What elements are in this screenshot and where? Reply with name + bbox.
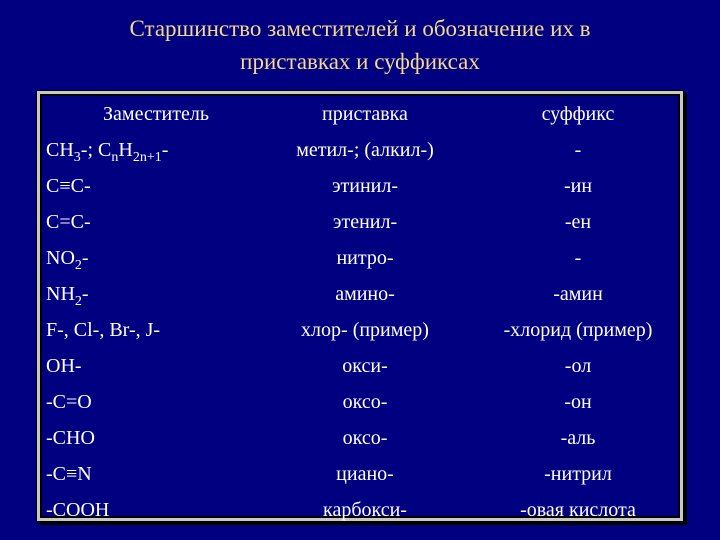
slide-title-line-2: приставках и суффиксах <box>240 49 480 74</box>
table-row <box>42 240 678 276</box>
prefix-cell: этенил- <box>332 211 398 233</box>
suffix-cell: -ол <box>564 355 592 377</box>
substituent-cell: -C=O <box>46 391 92 413</box>
prefix-cell: нитро- <box>336 247 394 269</box>
suffix-cell: -ен <box>564 211 592 233</box>
table-row <box>42 420 678 456</box>
prefix-cell: оксо- <box>342 391 388 413</box>
table-row <box>42 276 678 312</box>
suffix-cell: - <box>574 139 582 161</box>
table-header-row <box>42 96 678 132</box>
suffix-cell: -нитрил <box>544 463 612 485</box>
substituent-cell: -COOH <box>46 499 110 521</box>
table-row <box>42 132 678 168</box>
prefix-cell: окси- <box>342 355 388 377</box>
suffix-cell: -амин <box>553 283 603 305</box>
prefix-cell: хлор- (пример) <box>301 319 429 341</box>
header-prefix: приставка <box>322 103 408 125</box>
header-substituent: Заместитель <box>103 103 209 125</box>
header-suffix: суффикс <box>541 103 615 125</box>
substituent-table <box>36 90 684 522</box>
suffix-cell: -ин <box>563 175 593 197</box>
prefix-cell: этинил- <box>331 175 399 197</box>
substituent-cell: $NO_2-$ <box>46 247 89 273</box>
table-row <box>42 204 678 240</box>
prefix-cell: метил-; (алкил-) <box>296 139 434 161</box>
prefix-cell: амино- <box>335 283 395 305</box>
substituent-cell: $CH_3-$; $C_nH_{2n+1}-$ <box>46 139 169 165</box>
prefix-cell: оксо- <box>342 427 388 449</box>
table-row <box>42 312 678 348</box>
suffix-cell: -хлорид (пример) <box>503 319 653 341</box>
substituent-cell: -C≡N <box>46 463 92 485</box>
table-row <box>42 348 678 384</box>
suffix-cell: - <box>574 247 582 269</box>
prefix-cell: циано- <box>336 463 394 485</box>
substituent-cell: $NH_2-$ <box>46 283 89 309</box>
substituent-cell: -CHO <box>46 427 95 449</box>
table-row <box>42 456 678 492</box>
substituent-cell: C=C- <box>46 211 91 233</box>
suffix-cell: -он <box>564 391 592 413</box>
table-row <box>42 168 678 204</box>
substituent-cell: F-, Cl-, Br-, J- <box>46 319 161 341</box>
substituent-cell: C≡C- <box>46 175 91 197</box>
prefix-cell: карбокси- <box>323 499 407 521</box>
suffix-cell: -аль <box>560 427 596 449</box>
table-row <box>42 384 678 420</box>
slide-title <box>0 12 720 78</box>
substituent-table-body <box>40 94 680 521</box>
substituent-cell: OH- <box>46 355 82 377</box>
table-row <box>42 492 678 528</box>
slide-title-line-1: Старшинство заместителей и обозначение их в <box>129 16 591 41</box>
suffix-cell: -овая кислота <box>520 499 636 521</box>
